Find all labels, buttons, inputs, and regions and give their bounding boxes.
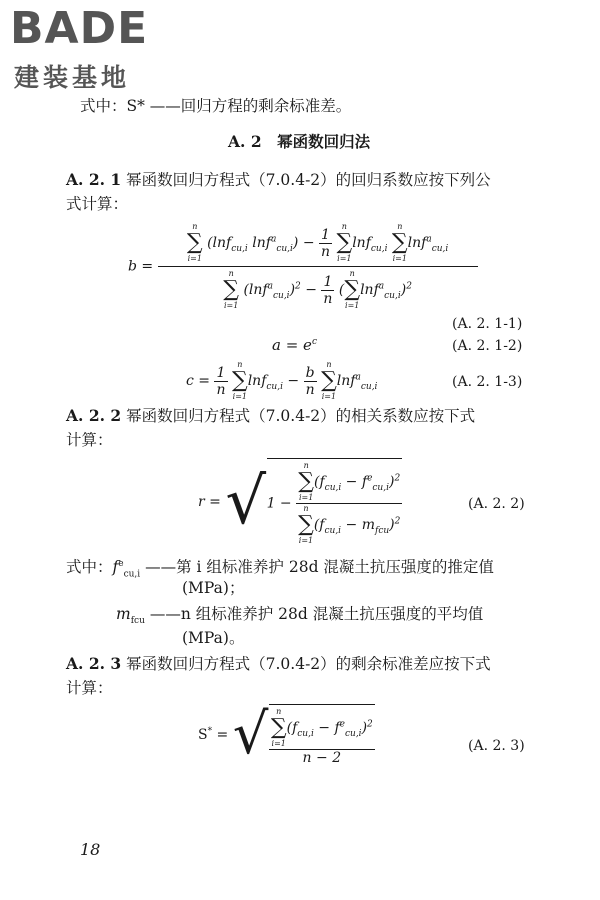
clause-a22 xyxy=(66,404,475,428)
clause-a21 xyxy=(66,168,491,192)
eq-number-a22: (A. 2. 2) xyxy=(468,496,525,512)
clause-a21-text-cont: 式计算： xyxy=(66,195,129,213)
clause-a22-text: 幂函数回归方程式（7.0.4-2）的相关系数应按下式 xyxy=(126,407,476,425)
eq-number-a21-2: (A. 2. 1-2) xyxy=(452,338,523,354)
formula-b: b = n ∑ i=1 (lnf$_{cu,i}$ lnf$^a_{cu,i}$) − $\frac{1}{n}$ n ∑ i=1 lnf$_{cu,i}$ n ∑ i=1 lnf$^a_{cu,i}$ n ∑ i=1 $(\ln f^a_{cu,i})^2$ − $\frac{1}{n}$ ( n ∑ i=1 lnf$^a_{cu,i}$)$^2$ xyxy=(128,222,478,311)
where-def2-unit: (MPa)。 xyxy=(182,629,245,647)
clause-a21-label: A. 2. 1 xyxy=(66,170,122,189)
clause-a23-text-cont: 计算： xyxy=(66,679,113,697)
clause-a22-text-cont: 计算： xyxy=(66,431,113,449)
brand-logo: BADE xyxy=(10,3,149,54)
where-def2: $m_{fcu}$ ——n 组标准养护 28d 混凝土抗压强度的平均值 xyxy=(116,605,484,627)
where-def2-text: ——n 组标准养护 28d 混凝土抗压强度的平均值 xyxy=(149,605,484,623)
section-title: A. 2 幂函数回归法 xyxy=(228,132,371,151)
intro-line: 式中：S* ——回归方程的剩余标准差。 xyxy=(80,97,352,115)
where-def1-text: ——第 i 组标准养护 28d 混凝土抗压强度的推定值 xyxy=(145,558,494,577)
formula-a: $a = e^c$ xyxy=(272,336,317,354)
formula-c: c = $\frac{1}{n}$ n ∑ i=1 lnf$_{cu,i}$ − $\frac{b}{n}$ n ∑ i=1 lnf$^a_{cu,i}$ xyxy=(186,360,378,401)
clause-a23-text: 幂函数回归方程式（7.0.4-2）的剩余标准差应按下式 xyxy=(126,655,491,673)
eq-number-a21-3: (A. 2. 1-3) xyxy=(452,374,523,390)
formula-r: r = √ 1 − n ∑ i=1 $(f_{cu,i} - f^e_{cu,i})^2$ n ∑ i=1 $(f_{cu,i} - m_{fcu})^2$ xyxy=(198,458,402,546)
clause-a23-label: A. 2. 3 xyxy=(66,654,122,673)
clause-a23 xyxy=(66,652,491,676)
formula-s: S* = √ n ∑ i=1 $(f_{cu,i} - f^e_{cu,i})^2$ n − 2 xyxy=(198,702,373,767)
eq-number-a23: (A. 2. 3) xyxy=(468,738,525,754)
clause-a21-text: 幂函数回归方程式（7.0.4-2）的回归系数应按下列公 xyxy=(126,171,491,189)
clause-a22-label: A. 2. 2 xyxy=(66,406,122,425)
where-def1-unit: (MPa)； xyxy=(182,579,245,597)
brand-subtitle: 建装基地 xyxy=(14,63,131,92)
where-def1: 式中：$f^e_{cu,i}$ ——第 i 组标准养护 28d 混凝土抗压强度的推定值 xyxy=(66,558,494,580)
page-number: 18 xyxy=(80,840,101,859)
eq-number-a21-1: (A. 2. 1-1) xyxy=(452,316,523,332)
